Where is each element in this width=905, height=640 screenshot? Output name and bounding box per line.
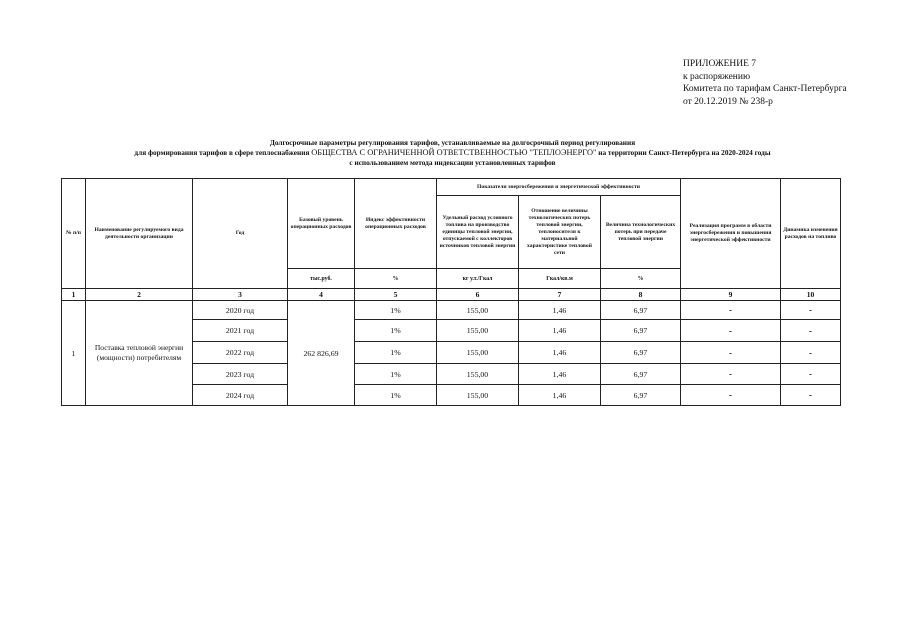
- title-line-2-prefix: для формирования тарифов в сфере теплоснабжения: [134, 147, 312, 157]
- row-programs: -: [681, 364, 781, 385]
- row-ratio: 1,46: [519, 364, 601, 385]
- row-year: 2023 год: [193, 364, 288, 385]
- column-number: 3: [193, 289, 288, 301]
- unit-technological-losses: %: [601, 269, 681, 289]
- title-line-2-suffix: на территории Санкт-Петербурга на 2020-2024 годы: [596, 147, 771, 157]
- row-index: 1%: [355, 320, 437, 342]
- header-technological-losses: Величина технологических потерь при передаче тепловой энергии: [601, 196, 681, 269]
- column-number: 5: [355, 289, 437, 301]
- row-specific: 155,00: [437, 301, 519, 320]
- row-specific: 155,00: [437, 342, 519, 364]
- column-number: 1: [62, 289, 86, 301]
- row-dynamics: -: [781, 342, 841, 364]
- row-ratio: 1,46: [519, 385, 601, 406]
- header-specific-consumption: Удельный расход условного топлива на производство единицы тепловой энергии, отпускаемой с коллекторов источников тепловой энергии: [437, 196, 519, 269]
- parameters-table: [61, 178, 841, 406]
- title-line-3: с использованием метода индексации установленных тарифов: [349, 157, 556, 167]
- activity-number: 1: [62, 301, 86, 406]
- title-organization: ОБЩЕСТВА С ОГРАНИЧЕННОЙ ОТВЕТСТВЕННОСТЬЮ "ТЕПЛОЭНЕРГО": [311, 147, 597, 157]
- column-number: 4: [288, 289, 355, 301]
- column-numbers-row: [62, 289, 841, 301]
- title-line-2: [60, 148, 845, 158]
- row-year: 2022 год: [193, 342, 288, 364]
- unit-specific-consumption: кг у.т./Гкал: [437, 269, 519, 289]
- row-losses: 6,97: [601, 385, 681, 406]
- base-level-value: 262 826,69: [288, 301, 355, 406]
- unit-base-level: тыс.руб.: [288, 269, 355, 289]
- row-specific: 155,00: [437, 385, 519, 406]
- row-ratio: 1,46: [519, 320, 601, 342]
- column-number: 9: [681, 289, 781, 301]
- appendix-label: ПРИЛОЖЕНИЕ 7: [683, 59, 757, 69]
- header-efficiency-index: Индекс эффективности операционных расходов: [355, 179, 437, 269]
- header-base-level: Базовый уровень операционных расходов: [288, 179, 355, 269]
- row-ratio: 1,46: [519, 342, 601, 364]
- row-specific: 155,00: [437, 364, 519, 385]
- row-dynamics: -: [781, 385, 841, 406]
- row-losses: 6,97: [601, 320, 681, 342]
- header-name: Наименование регулируемого вида деятельности организации: [86, 179, 193, 289]
- row-dynamics: -: [781, 320, 841, 342]
- document-title: [60, 138, 845, 167]
- row-specific: 155,00: [437, 320, 519, 342]
- appendix-date: от 20.12.2019 № 238-р: [683, 96, 773, 107]
- header-year: Год: [193, 179, 288, 289]
- column-number: 10: [781, 289, 841, 301]
- row-index: 1%: [355, 301, 437, 320]
- row-ratio: 1,46: [519, 301, 601, 320]
- table-row: [62, 301, 841, 320]
- column-number: 8: [601, 289, 681, 301]
- row-losses: 6,97: [601, 342, 681, 364]
- row-programs: -: [681, 301, 781, 320]
- row-losses: 6,97: [601, 301, 681, 320]
- header-energy-group: Показатели энергосбережения и энергетической эффективности: [437, 179, 681, 196]
- header-num: № п/п: [62, 179, 86, 289]
- header-row: [62, 179, 841, 196]
- unit-loss-ratio: Гкал/кв.м: [519, 269, 601, 289]
- column-number: 6: [437, 289, 519, 301]
- header-fuel-dynamics: Динамика изменения расходов на топливо: [781, 179, 841, 289]
- row-index: 1%: [355, 385, 437, 406]
- header-loss-ratio: Отношение величины технологических потерь тепловой энергии, теплоносителя к материальной характеристике тепловой сети: [519, 196, 601, 269]
- title-line-1: Долгосрочные параметры регулирования тарифов, устанавливаемые на долгосрочный период регулирования: [269, 138, 636, 147]
- row-index: 1%: [355, 342, 437, 364]
- appendix-header: [683, 58, 847, 108]
- row-programs: -: [681, 320, 781, 342]
- row-year: 2020 год: [193, 301, 288, 320]
- row-programs: -: [681, 342, 781, 364]
- appendix-committee: Комитета по тарифам Санкт-Петербурга: [683, 84, 847, 95]
- row-year: 2021 год: [193, 320, 288, 342]
- unit-efficiency-index: %: [355, 269, 437, 289]
- header-programs: Реализация программ в области энергосбережения и повышения энергетической эффективности: [681, 179, 781, 289]
- row-dynamics: -: [781, 364, 841, 385]
- row-index: 1%: [355, 364, 437, 385]
- row-programs: -: [681, 385, 781, 406]
- row-dynamics: -: [781, 301, 841, 320]
- column-number: 7: [519, 289, 601, 301]
- row-losses: 6,97: [601, 364, 681, 385]
- row-year: 2024 год: [193, 385, 288, 406]
- column-number: 2: [86, 289, 193, 301]
- appendix-to-order: к распоряжению: [683, 71, 751, 82]
- activity-name: Поставка тепловой энергии (мощности) потребителям: [86, 301, 193, 406]
